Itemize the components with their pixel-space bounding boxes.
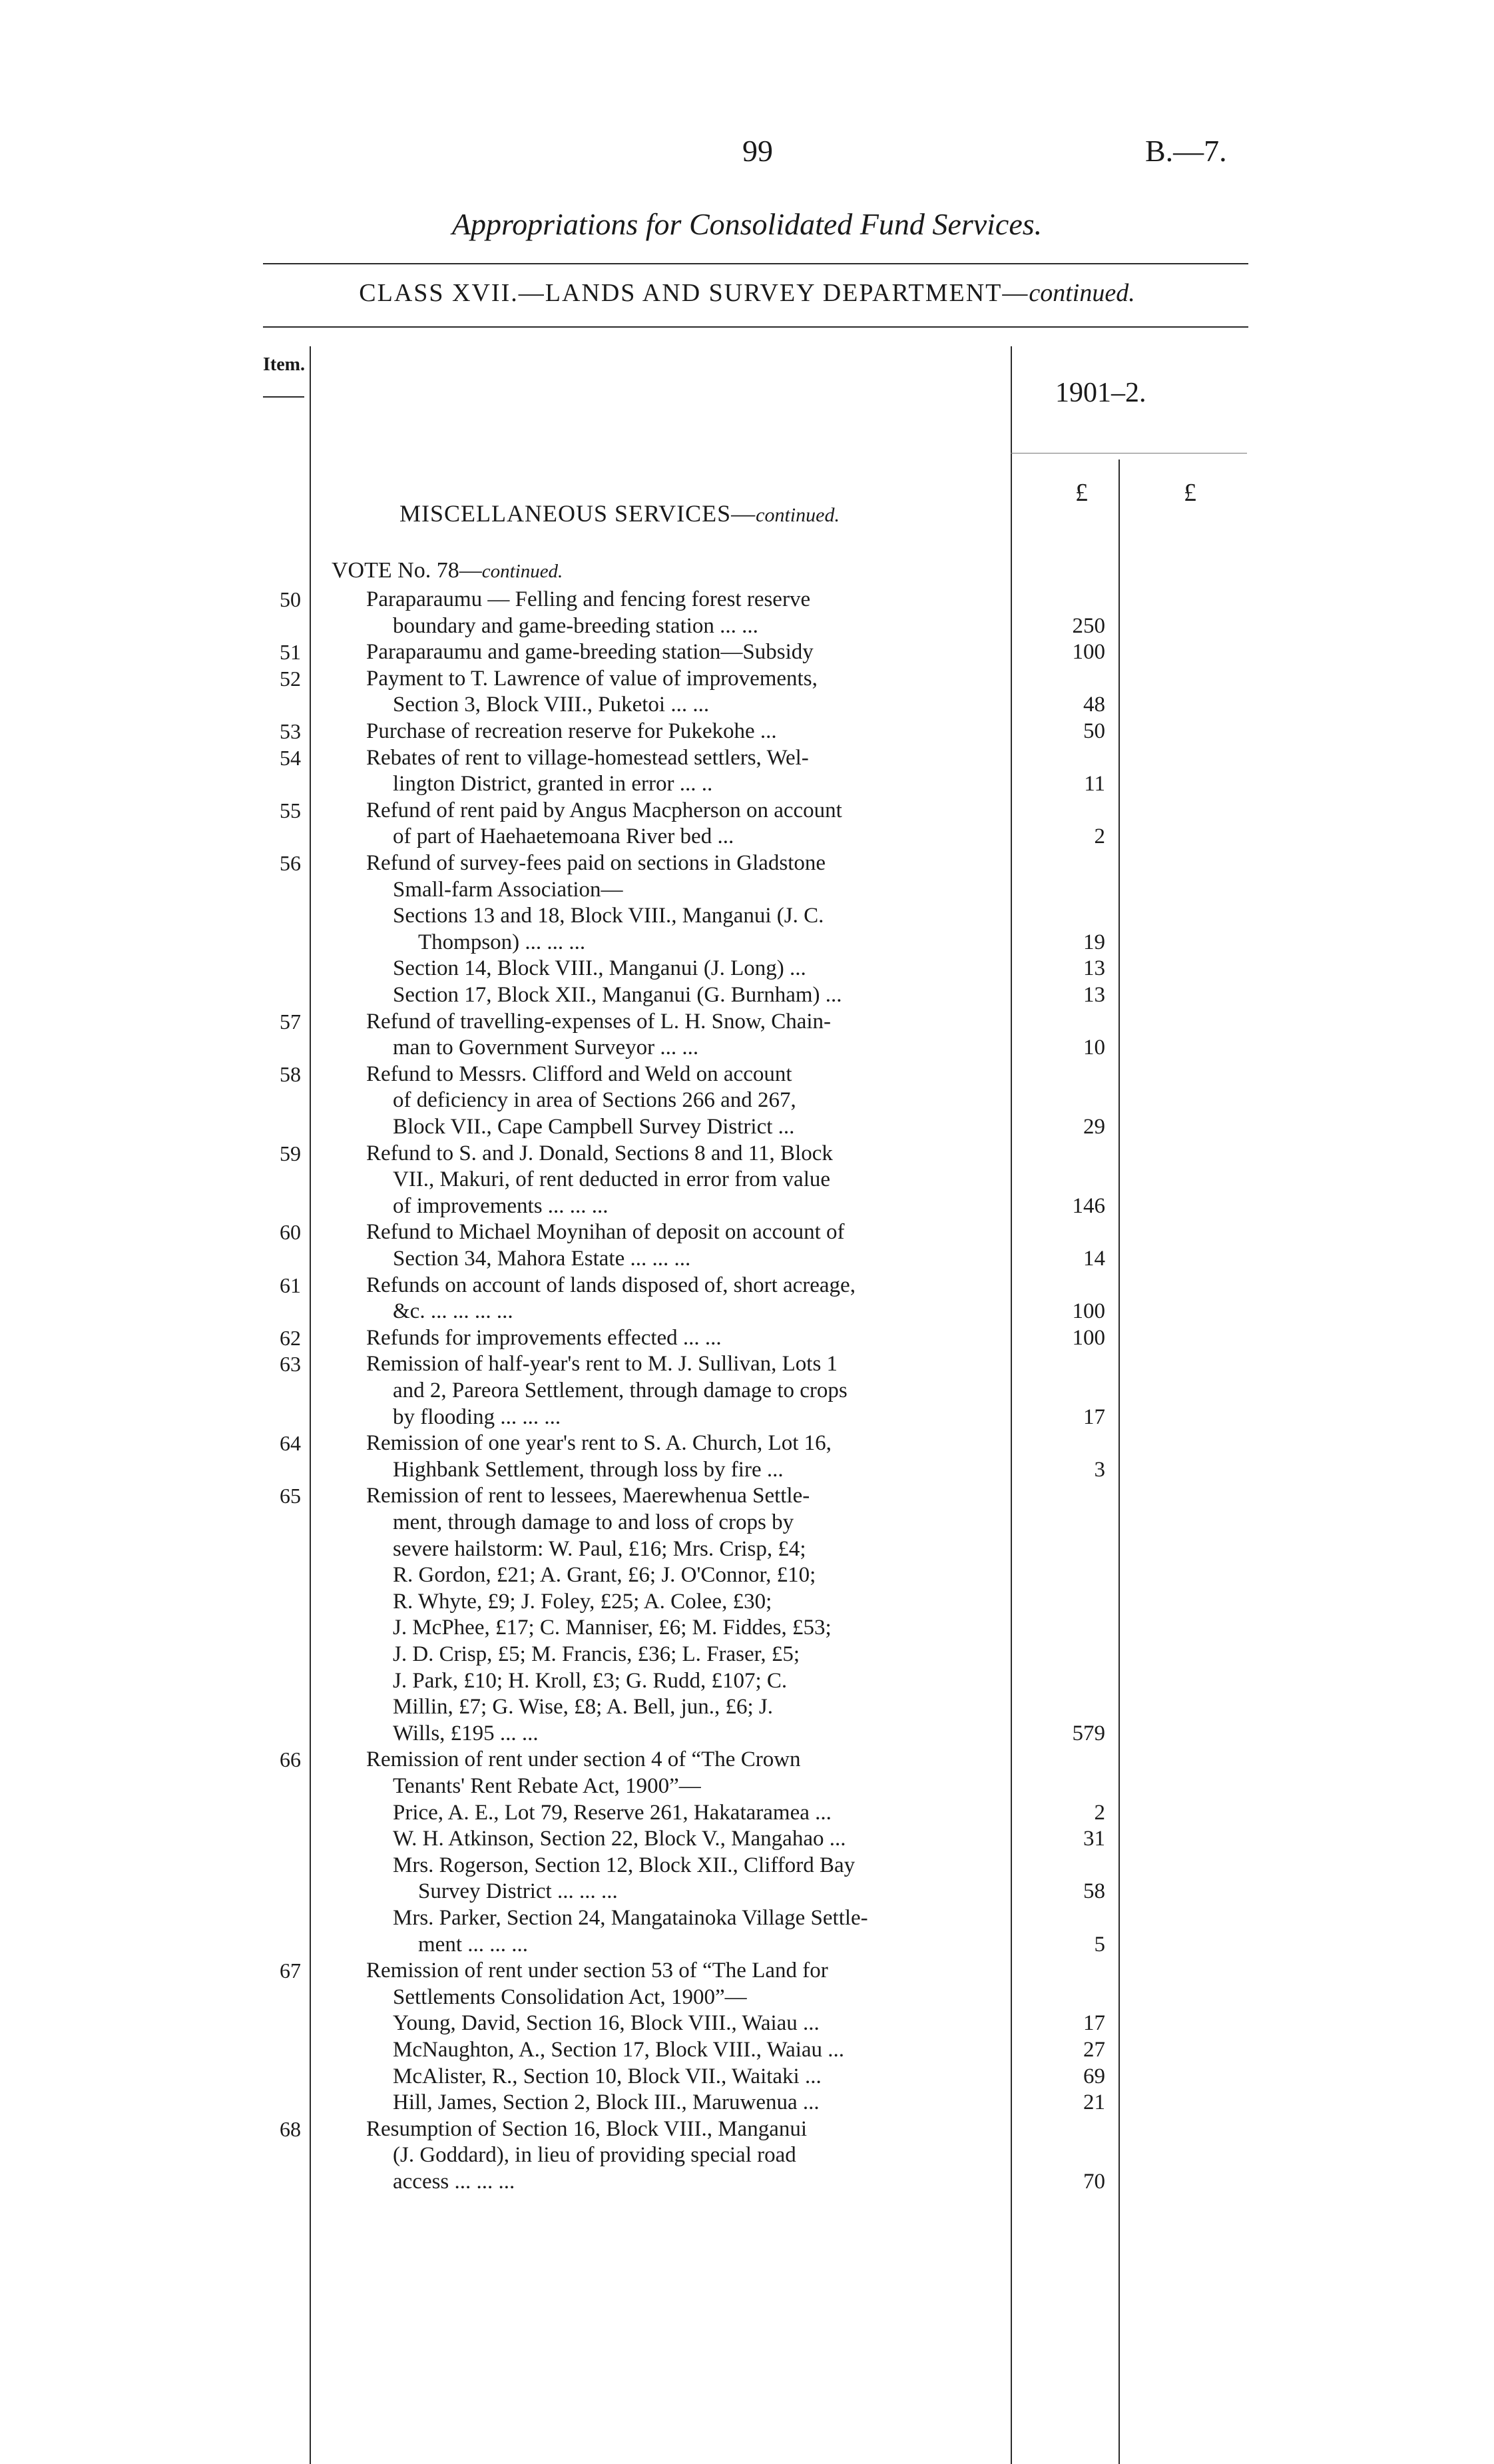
item-description-line: Refunds on account of lands disposed of, short acreage, (366, 1273, 856, 1297)
item-description-line: Rebates of rent to village-homestead settlers, Wel- (366, 745, 809, 770)
item-description-line: of improvements ... ... ... (393, 1193, 609, 1218)
item-amount: 11 (1084, 772, 1105, 796)
item-description-line: Mrs. Parker, Section 24, Mangatainoka Village Settle- (393, 1906, 868, 1930)
item-amount: 27 (1083, 2038, 1105, 2062)
class-heading (0, 278, 1494, 308)
item-amount: 5 (1094, 1932, 1105, 1957)
page-number: 99 (742, 134, 773, 168)
item-number: 53 (280, 719, 301, 743)
item-description-line: Remission of rent under section 4 of “The Crown (366, 1747, 801, 1772)
item-amount: 70 (1083, 2170, 1105, 2194)
item-description-line: Section 3, Block VIII., Puketoi ... ... (393, 693, 710, 717)
item-description-line: Settlements Consolidation Act, 1900”— (393, 1985, 747, 2009)
item-description-line: Tenants' Rent Rebate Act, 1900”— (393, 1774, 701, 1798)
item-column-divider (310, 346, 311, 2464)
section-heading-suffix: continued. (756, 504, 840, 526)
item-description-line: McNaughton, A., Section 17, Block VIII., Waiau ... (393, 2038, 845, 2062)
item-description-line: Highbank Settlement, through loss by fire ... (393, 1457, 784, 1482)
item-amount: 13 (1083, 956, 1105, 981)
item-number: 60 (280, 1220, 301, 1245)
pound-symbol-column-2: £ (1184, 479, 1196, 507)
item-description-line: Small-farm Association— (393, 877, 623, 902)
item-amount: 14 (1083, 1247, 1105, 1271)
document-code: B.—7. (1145, 134, 1227, 168)
item-description-line: access ... ... ... (393, 2170, 515, 2194)
item-description-line: of part of Haehaetemoana River bed ... (393, 824, 734, 849)
pound-symbol-column-1: £ (1075, 479, 1088, 507)
item-number: 58 (280, 1062, 301, 1086)
item-number: 50 (280, 587, 301, 611)
item-description-line: Paraparaumu — Felling and fencing forest reserve (366, 587, 811, 611)
page-title: Appropriations for Consolidated Fund Services. (451, 207, 1043, 241)
item-description-line: lington District, granted in error ... .. (393, 772, 713, 796)
item-description-line: Refund of rent paid by Angus Macpherson on account (366, 798, 842, 822)
item-description-line: Block VII., Cape Campbell Survey District ... (393, 1115, 795, 1139)
item-number: 52 (280, 666, 301, 691)
item-amount: 50 (1083, 719, 1105, 743)
item-description-line: Section 17, Block XII., Manganui (G. Burnham) ... (393, 983, 842, 1007)
item-description-line: Purchase of recreation reserve for Pukekohe ... (366, 719, 777, 743)
amount-column-divider (1011, 346, 1012, 2464)
item-description-line: man to Government Surveyor ... ... (393, 1036, 699, 1060)
item-number: 64 (280, 1431, 301, 1456)
item-amount: 21 (1083, 2090, 1105, 2115)
vote-heading-suffix: continued. (481, 561, 563, 582)
item-number: 68 (280, 2116, 301, 2141)
item-amount: 10 (1083, 1036, 1105, 1060)
item-amount: 579 (1072, 1721, 1105, 1745)
item-description-line: Mrs. Rogerson, Section 12, Block XII., Clifford Bay (393, 1853, 856, 1877)
item-description-line: VII., Makuri, of rent deducted in error from value (393, 1167, 831, 1192)
item-amount: 17 (1083, 1404, 1105, 1429)
item-description-line: (J. Goddard), in lieu of providing special road (393, 2143, 796, 2168)
item-amount: 100 (1072, 1325, 1105, 1350)
item-description-line: Paraparaumu and game-breeding station—Subsidy (366, 640, 814, 665)
item-description-line: Young, David, Section 16, Block VIII., Waiau ... (393, 2011, 820, 2036)
item-description-line: Thompson) ... ... ... (418, 930, 586, 954)
item-amount: 2 (1094, 824, 1105, 849)
item-amount: 58 (1083, 1879, 1105, 1904)
class-heading-main: CLASS XVII.—LANDS AND SURVEY DEPARTMENT— (359, 279, 1029, 307)
vote-heading-main: VOTE No. 78— (332, 558, 482, 583)
vote-heading (332, 558, 563, 583)
item-description-line: Sections 13 and 18, Block VIII., Manganui (J. C. (393, 904, 824, 928)
item-description-line: Millin, £7; G. Wise, £8; A. Bell, jun., £6; J. (393, 1695, 774, 1719)
item-number: 57 (280, 1009, 301, 1034)
pound-column-divider (1119, 460, 1120, 2464)
item-description-line: Refund to S. and J. Donald, Sections 8 and 11, Block (366, 1141, 833, 1165)
item-description-line: Section 14, Block VIII., Manganui (J. Long) ... (393, 956, 806, 981)
item-description-line: of deficiency in area of Sections 266 and 267, (393, 1088, 796, 1113)
item-description-line: J. D. Crisp, £5; M. Francis, £36; L. Fraser, £5; (393, 1642, 800, 1666)
item-amount: 17 (1083, 2011, 1105, 2036)
item-description-line: by flooding ... ... ... (393, 1404, 561, 1429)
item-description-line: Refund of travelling-expenses of L. H. Snow, Chain- (366, 1009, 832, 1034)
item-amount: 69 (1083, 2064, 1105, 2088)
item-number: 51 (280, 640, 301, 665)
year-heading: 1901–2. (1055, 378, 1146, 408)
item-number: 67 (280, 1959, 301, 1983)
item-amount: 100 (1072, 640, 1105, 665)
item-amount: 48 (1083, 693, 1105, 717)
item-amount: 31 (1083, 1827, 1105, 1851)
item-label-underline (263, 396, 304, 398)
item-description-line: W. H. Atkinson, Section 22, Block V., Mangahao ... (393, 1827, 846, 1851)
item-description-line: ment ... ... ... (418, 1932, 528, 1957)
item-number: 63 (280, 1352, 301, 1377)
item-description-line: Payment to T. Lawrence of value of improvements, (366, 666, 818, 691)
item-description-line: R. Whyte, £9; J. Foley, £25; A. Colee, £30; (393, 1589, 772, 1614)
class-heading-rule (263, 326, 1248, 328)
item-description-line: Refund to Messrs. Clifford and Weld on account (366, 1062, 792, 1086)
item-number: 55 (280, 798, 301, 822)
item-description-line: &c. ... ... ... ... (393, 1299, 513, 1324)
item-description-line: Refund to Michael Moynihan of deposit on account of (366, 1220, 845, 1245)
item-description-line: Remission of one year's rent to S. A. Church, Lot 16, (366, 1431, 832, 1456)
item-description-line: Wills, £195 ... ... (393, 1721, 539, 1745)
item-amount: 2 (1094, 1800, 1105, 1825)
item-number: 65 (280, 1484, 301, 1508)
item-number: 56 (280, 851, 301, 875)
item-description-line: severe hailstorm: W. Paul, £16; Mrs. Crisp, £4; (393, 1536, 806, 1561)
item-column-label: Item. (263, 354, 305, 375)
item-amount: 19 (1083, 930, 1105, 954)
item-number: 62 (280, 1325, 301, 1350)
item-description-line: R. Gordon, £21; A. Grant, £6; J. O'Connor, £10; (393, 1563, 816, 1588)
item-description-line: Remission of rent under section 53 of “The Land for (366, 1959, 828, 1983)
title-rule (263, 263, 1248, 264)
class-heading-suffix: continued. (1029, 279, 1135, 307)
item-description-line: ment, through damage to and loss of crops by (393, 1510, 794, 1534)
item-description-line: Price, A. E., Lot 79, Reserve 261, Hakataramea ... (393, 1800, 832, 1825)
item-amount: 250 (1072, 613, 1105, 638)
item-description-line: and 2, Pareora Settlement, through damage to crops (393, 1379, 848, 1402)
item-amount: 146 (1072, 1193, 1105, 1218)
item-amount: 29 (1083, 1115, 1105, 1139)
item-description-line: J. Park, £10; H. Kroll, £3; G. Rudd, £107; C. (393, 1668, 788, 1693)
item-description-line: Hill, James, Section 2, Block III., Maruwenua ... (393, 2090, 820, 2115)
item-number: 61 (280, 1273, 301, 1297)
item-amount: 100 (1072, 1299, 1105, 1324)
section-heading-main: MISCELLANEOUS SERVICES— (399, 500, 756, 527)
item-description-line: Remission of rent to lessees, Maerewhenua Settle- (366, 1484, 810, 1508)
item-description-line: Refunds for improvements effected ... ... (366, 1325, 722, 1350)
item-description-line: McAlister, R., Section 10, Block VII., Waitaki ... (393, 2064, 822, 2088)
item-description-line: Survey District ... ... ... (418, 1879, 618, 1904)
section-heading (399, 499, 840, 527)
item-number: 66 (280, 1747, 301, 1772)
item-number: 54 (280, 745, 301, 770)
item-description-line: boundary and game-breeding station ... ... (393, 613, 758, 638)
item-description-line: J. McPhee, £17; C. Manniser, £6; M. Fiddes, £53; (393, 1616, 832, 1640)
year-underline (1011, 453, 1247, 454)
item-number: 59 (280, 1141, 301, 1165)
item-amount: 3 (1094, 1457, 1105, 1482)
item-description-line: Refund of survey-fees paid on sections in Gladstone (366, 851, 826, 875)
item-amount: 13 (1083, 983, 1105, 1007)
item-description-line: Section 34, Mahora Estate ... ... ... (393, 1247, 691, 1271)
item-description-line: Resumption of Section 16, Block VIII., Manganui (366, 2116, 808, 2141)
item-description-line: Remission of half-year's rent to M. J. Sullivan, Lots 1 (366, 1352, 838, 1377)
